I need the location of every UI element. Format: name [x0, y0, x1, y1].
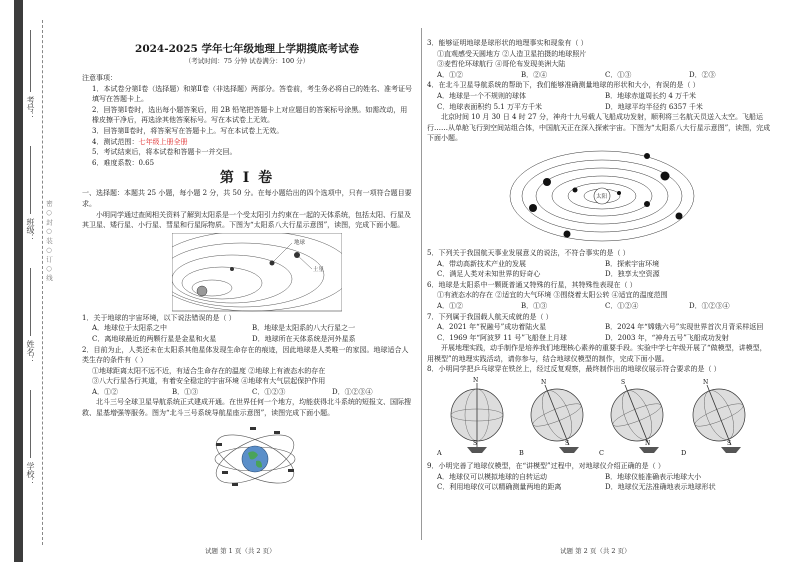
earth-label: 地球 [294, 239, 306, 246]
q5-option-b[interactable]: B．探索宇宙环境 [605, 259, 660, 268]
class-blank [30, 146, 31, 214]
question-6: 6．地球是太阳系中一颗既普通又特殊的行星，其特殊性表现在（ ） [427, 280, 637, 289]
q9-option-d[interactable]: D．地球仪无法准确地表示地球形状 [605, 483, 716, 492]
q4-option-b[interactable]: B．地球赤道周长约 4 万千米 [605, 91, 697, 100]
q4-option-a[interactable]: A．地球是一个不规则的球体 [437, 91, 527, 100]
question-2: 2．目前为止，人类还未在太阳系其他星体发现生命存在的痕迹，因此地球是人类唯一的家园。地球适合人类生存的条件有（ ） [82, 345, 409, 365]
saturn-label: 土星 [313, 266, 325, 273]
globe-b-label: B [519, 449, 524, 458]
q5-option-a[interactable]: A．带动高新技术产业的发展 [437, 259, 527, 268]
q2-option-b[interactable]: B．①③ [172, 387, 199, 396]
note-6: 6．难度系数：0.65 [92, 158, 155, 167]
q7-option-b[interactable]: B．2024 年“嫦娥六号”实现世界首次月背采样返回 [605, 323, 764, 332]
globe-figures [427, 375, 773, 461]
test-scope: 七年级上册全册 [138, 137, 188, 146]
question-3: 3．能够证明地球是球形状的地理事实和现象有（ ） [427, 39, 588, 47]
q9-option-a[interactable]: A．地球仪可以模拟地球的自转运动 [437, 472, 548, 481]
q3-option-b[interactable]: B．②④ [521, 70, 548, 79]
q4-option-d[interactable]: D．地球平均半径约 6357 千米 [605, 102, 703, 111]
question-4: 4．在北斗卫星导航系统的帮助下，我们能够准确测量地球的形状和大小，有误的是（ ） [427, 81, 700, 90]
school-blank [30, 390, 31, 458]
q1-option-d[interactable]: D．地球所在天体系统是河外星系 [252, 334, 356, 343]
q2-statements-1: ①地球距离太阳不远不近，有适合生命存在的温度 ②地球上有液态水的存在 [92, 366, 326, 375]
svg-text:S: S [565, 440, 570, 448]
binding-stripe [14, 0, 23, 562]
svg-text:N: N [703, 379, 709, 387]
q6-option-c[interactable]: C．①②④ [605, 301, 639, 310]
q4-option-c[interactable]: C．地球表面积约 5.1 万平方千米 [437, 102, 542, 111]
globe-option-c [599, 379, 663, 457]
q9-option-b[interactable]: B．地球仪能准确表示地球大小 [605, 472, 702, 481]
note-2: 2．回答第Ⅰ卷时，选出每小题答案后，用 2B 铅笔把答题卡上对应题目的答案标号涂黑。如需改动，用橡皮擦干净后，再选涂其他答案标号。写在本试卷上无效。 [92, 105, 408, 125]
globe-c-label: C [599, 449, 604, 458]
binding-margin [0, 0, 40, 562]
passage-3a: 北京时间 10 月 30 日 4 时 27 分，神舟十九号载人飞船成功发射，顺利将三名航天员送入太空。飞船运 [441, 113, 763, 122]
seal-line [42, 20, 43, 545]
notes-heading: 注意事项： [82, 74, 117, 82]
svg-text:N: N [541, 379, 547, 387]
seal-text: 密 ○ 封 ○ 装 ○ 订 ○ 线 [45, 200, 53, 282]
q7-option-d[interactable]: D．2003 年，“神舟五号”飞船成功发射 [605, 333, 729, 342]
q3-option-c[interactable]: C．①③ [605, 70, 632, 79]
sun-label: 太阳 [596, 193, 608, 200]
q1-option-a[interactable]: A．地球位于太阳系之中 [92, 324, 168, 333]
footer-page-2: 试题 第 2 页（共 2 页） [560, 547, 631, 555]
q1-option-c[interactable]: C．离地球最近的两颗行星是金星和火星 [92, 334, 217, 343]
q2-option-a[interactable]: A．①② [92, 387, 119, 396]
q7-option-a[interactable]: A．2021 年“祝融号”成功着陆火星 [437, 323, 547, 332]
globe-option-b [519, 379, 583, 457]
name-label: 姓名： [26, 340, 35, 364]
note-5: 5．考试结束后，将本试卷和答题卡一并交回。 [92, 148, 237, 157]
column-divider [421, 28, 422, 540]
q2-option-d[interactable]: D．①②③④ [332, 387, 373, 396]
q5-option-d[interactable]: D．独享太空资源 [605, 270, 660, 279]
passage-3b: 行……从单舱飞行到空间站组合体，中国航天正在深入探索宇宙。下图为“太阳系八大行星示意图”，读图，完成下面小题。 [427, 123, 771, 143]
section-title: 第 I 卷 [219, 170, 275, 187]
left-page [82, 0, 412, 499]
q6-statements: ①有液态水的存在 ②适宜的大气环境 ③围绕着太阳公转 ④适宜的温度范围 [437, 291, 668, 300]
svg-text:S: S [727, 440, 732, 448]
passage-4: 开展地理实践，动手制作是培养我们地理核心素养的重要手段。实验中学七年级开展了“做模型，讲模型，用模型”的地理实践活动，请你参与，结合地球仪模型的制作，完成下面小题。 [427, 344, 767, 363]
right-page [427, 0, 773, 493]
question-intro: 一、选择题：本题共 25 小题，每小题 2 分，共 50 分。在每小题给出的四个选项中，只有一项符合题目要求。 [82, 189, 412, 208]
globe-a-label: A [437, 449, 442, 458]
planet-orbits-figure [507, 146, 697, 246]
q3-option-a[interactable]: A．①② [437, 70, 464, 79]
exam-title: 2024-2025 学年七年级地理上学期摸底考试卷 [135, 43, 359, 55]
globe-option-a [436, 377, 503, 457]
figure-2-container [82, 419, 412, 499]
solar-system-figure [172, 233, 342, 313]
q6-option-b[interactable]: B．①③ [521, 301, 548, 310]
q2-statements-2: ③八大行星各行其道，有着安全稳定的宇宙环境 ④地球有大气层起保护作用 [92, 377, 326, 386]
name-blank [30, 268, 31, 336]
question-9: 9．小明完善了地球仪模型，在“讲模型”过程中，对地球仪介绍正确的是（ ） [427, 462, 665, 471]
question-8: 8．小明同学把乒乓球穿在铁丝上，经过反复观察，最终制作出的地球仪展示符合要求的是（ ） [427, 365, 721, 374]
svg-text:N: N [645, 440, 651, 448]
question-5: 5．下列关于我国航天事业发展意义的说法，不符合事实的是（ ） [427, 248, 630, 257]
figure-3-container [427, 144, 773, 248]
q3-statements-2: ③麦哲伦环球航行 ④哥伦布发现美洲大陆 [437, 60, 566, 69]
passage-2: 北斗三号全球卫星导航系统正式建成开通。在世界任何一个地方，均能获得北斗系统的短报文、国际搜救、星基增强等服务。图为“北斗三号系统导航星座示意图”，读图完成下面小题。 [82, 398, 411, 418]
school-label: 学校： [26, 462, 35, 486]
note-1: 1．本试卷分第Ⅰ卷（选择题）和第Ⅱ卷（非选择题）两部分。答卷前，考生务必将自己的姓名、准考证号填写在答题卡上。 [92, 84, 412, 104]
q3-option-d[interactable]: D．②③ [689, 70, 716, 79]
number-blank [30, 30, 31, 92]
note-4: 4．测试范围： [92, 137, 139, 146]
q3-statements-1: ①直观感受天圆地方 ②人造卫星拍摄的地球照片 [437, 49, 587, 58]
svg-text:N: N [473, 377, 479, 385]
q9-option-c[interactable]: C．利用地球仪可以精确测量两地的距离 [437, 483, 562, 492]
beidou-constellation-figure [210, 421, 300, 497]
q1-option-b[interactable]: B．地球是太阳系的八大行星之一 [252, 324, 356, 333]
passage-1: 小明同学通过查阅相关资料了解到太阳系是一个受太阳引力约束在一起的天体系统，包括太阳、行星及其卫星、矮行星、小行星、彗星和行星际物质。下图为“太阳系八大行星示意图”，读图，完成下面小题。 [82, 210, 411, 230]
number-label: 考号： [26, 96, 35, 120]
question-7: 7．下列属于我国载人航天成就的是（ ） [427, 312, 553, 321]
note-3: 3．回答第Ⅱ卷时，将答案写在答题卡上。写在本试卷上无效。 [92, 126, 284, 135]
question-1: 1．关于地球的宇宙环境，以下说法错误的是（ ） [82, 313, 236, 322]
class-label: 班级： [26, 218, 35, 242]
svg-text:S: S [621, 379, 626, 387]
svg-text:S: S [473, 440, 478, 448]
q6-option-d[interactable]: D．①②③④ [689, 301, 730, 310]
figure-1-container [82, 231, 412, 313]
globe-option-d [681, 379, 745, 457]
globe-options-figure [427, 375, 767, 459]
exam-subtitle: （考试时间：75 分钟 试卷满分：100 分） [184, 57, 310, 65]
q6-option-a[interactable]: A．①② [437, 301, 464, 310]
globe-d-label: D [681, 449, 687, 458]
q7-option-c[interactable]: C．1969 年“阿波罗 11 号”飞船登上月球 [437, 333, 567, 342]
q2-option-c[interactable]: C．①②③ [252, 387, 286, 396]
q5-option-c[interactable]: C．满足人类对未知世界的好奇心 [437, 270, 541, 279]
footer-page-1: 试题 第 1 页（共 2 页） [205, 547, 276, 555]
